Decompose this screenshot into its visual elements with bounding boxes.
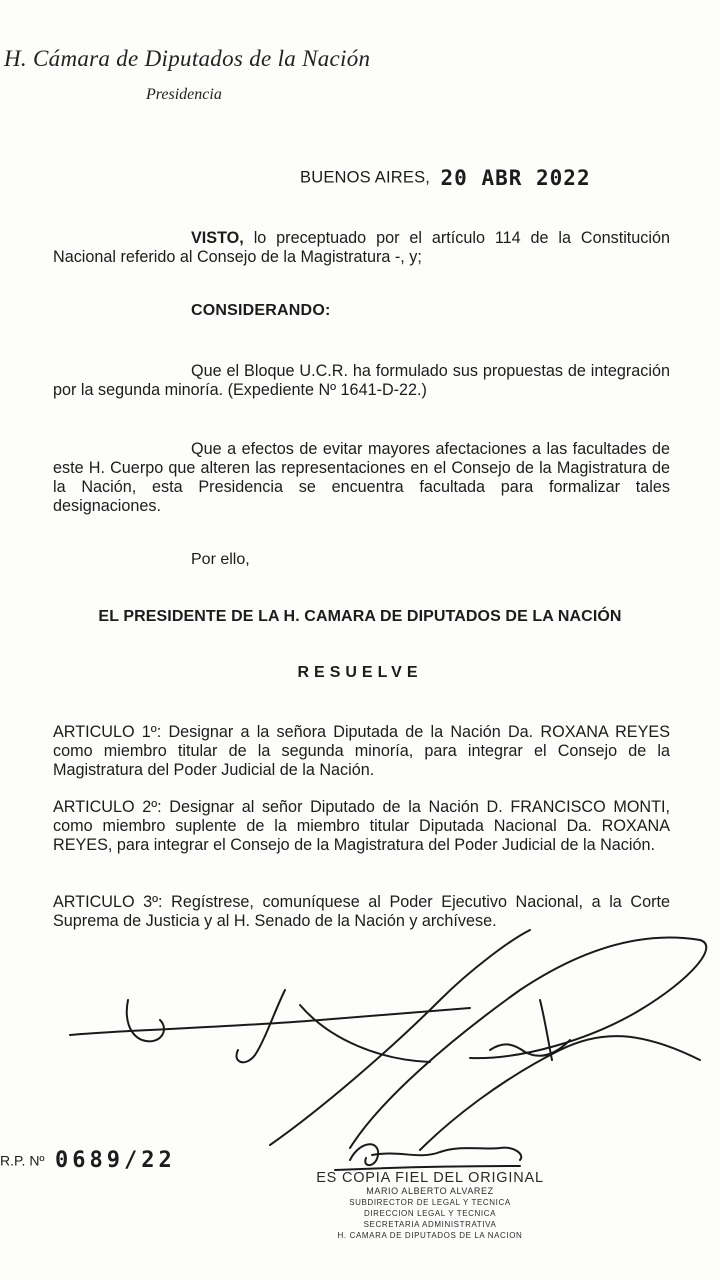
registry-value: 0689/22 [55,1148,176,1173]
registry-number [0,1148,176,1173]
visto-keyword: VISTO, [191,229,244,247]
considerando-heading: CONSIDERANDO: [191,302,331,319]
copy-stamp-title: ES COPIA FIEL DEL ORIGINAL [316,1170,544,1186]
paragraph-2-text: Que a efectos de evitar mayores afectaciones a las facultades de este H. Cuerpo que alteren las representaciones en el Consejo de la Magistratura de la Nación, esta Presidencia se encuentra facultada para formalizar tales designaciones. [53,440,670,515]
letterhead-office: Presidencia [146,86,222,103]
letterhead-chamber: H. Cámara de Diputados de la Nación [4,46,371,71]
article-3: ARTICULO 3º: Regístrese, comuníquese al Poder Ejecutivo Nacional, a la Corte Suprema de Justicia y al H. Senado de la Nación y archívese. [53,893,670,930]
resolution-authority: EL PRESIDENTE DE LA H. CAMARA DE DIPUTADOS DE LA NACIÓN [98,608,622,625]
por-ello: Por ello, [191,551,250,568]
resuelve-heading: RESUELVE [297,664,423,681]
considerando-paragraph-2 [53,440,670,516]
copy-stamp-signer: MARIO ALBERTO ALVAREZ [366,1186,494,1196]
copy-stamp-chamber: H. CAMARA DE DIPUTADOS DE LA NACION [337,1231,523,1240]
article-1: ARTICULO 1º: Designar a la señora Diputada de la Nación Da. ROXANA REYES como miembro titular de la segunda minoría, para integrar el Consejo de la Magistratura del Poder Judicial de la Nación. [53,723,670,779]
article-2: ARTICULO 2º: Designar al señor Diputado de la Nación D. FRANCISCO MONTI, como miembro suplente de la miembro titular Diputada Nacional Da. ROXANA REYES, para integrar el Consejo de la Magistratura del Poder Judicial de la Nación. [53,798,670,854]
visto-text: lo preceptuado por el artículo 114 de la Constitución Nacional referido al Consejo de la Magistratura -, y; [53,229,671,266]
copy-stamp-secretariat: SECRETARIA ADMINISTRATIVA [363,1220,497,1229]
copy-stamp-position: SUBDIRECTOR DE LEGAL Y TECNICA [349,1198,511,1207]
paragraph-1-text: Que el Bloque U.C.R. ha formulado sus propuestas de integración por la segunda minoría. (Expediente Nº 1641-D-22.) [53,362,670,399]
date-stamp: 20 ABR 2022 [440,166,591,190]
copy-stamp [300,1170,560,1241]
date-line [300,166,591,190]
copy-stamp-direction: DIRECCION LEGAL Y TECNICA [363,1209,497,1218]
registry-label: R.P. Nº [0,1152,45,1169]
date-city: BUENOS AIRES, [300,168,431,187]
considerando-paragraph-1 [53,362,670,400]
visto-paragraph [53,229,670,267]
